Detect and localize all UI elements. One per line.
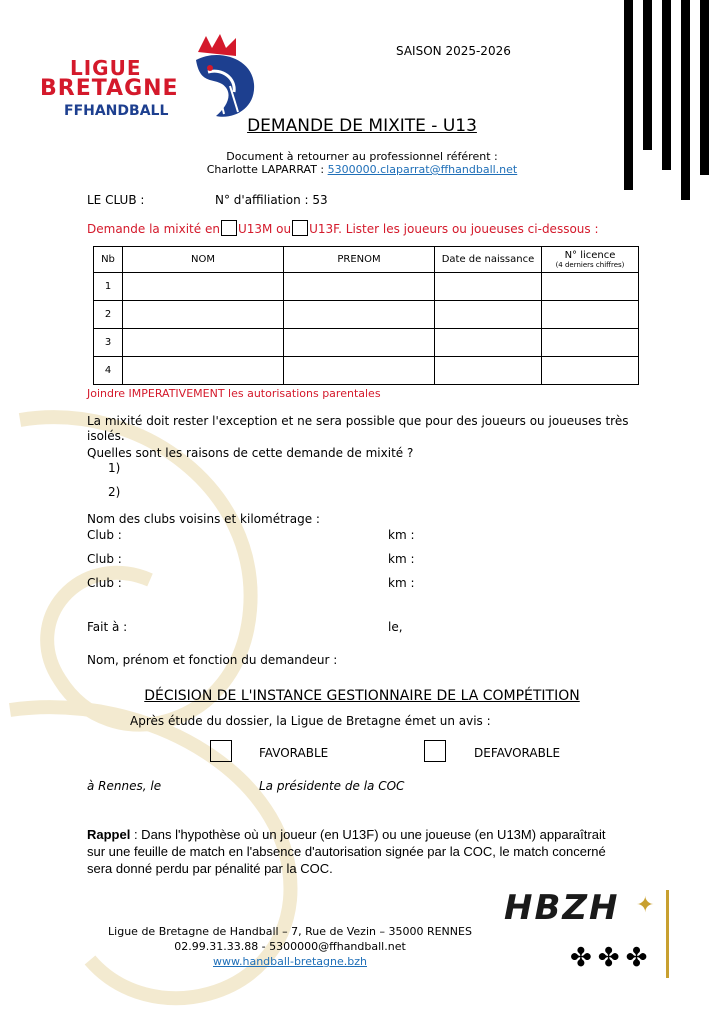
prenom-cell[interactable] [284, 357, 435, 385]
favorable-label: FAVORABLE [259, 746, 329, 760]
row-number: 3 [94, 329, 123, 357]
gold-divider [666, 890, 669, 978]
request-mid: ou [276, 222, 292, 236]
request-opt1: U13M [237, 222, 273, 236]
contact-email-link[interactable]: 5300000.claparrat@ffhandball.net [327, 163, 518, 176]
logo-line2: BRETAGNE [40, 76, 179, 101]
birthdate-cell[interactable] [435, 273, 542, 301]
table-row [94, 329, 639, 357]
club-label-2: Club : [87, 552, 122, 566]
licence-cell[interactable] [542, 357, 639, 385]
row-number: 1 [94, 273, 123, 301]
reason-1: 1) [108, 461, 121, 475]
rappel-label: Rappel [87, 827, 131, 842]
season-label: SAISON 2025-2026 [396, 44, 511, 58]
birthdate-cell[interactable] [435, 357, 542, 385]
rooster-icon [188, 32, 260, 122]
km-label-2: km : [388, 552, 415, 566]
hbzh-text: HBZH [504, 888, 620, 928]
rappel-block [87, 826, 647, 877]
col-licence [542, 247, 639, 273]
nom-cell[interactable] [123, 357, 284, 385]
reason-2: 2) [108, 485, 121, 499]
km-label-3: km : [388, 576, 415, 590]
prenom-cell[interactable] [284, 273, 435, 301]
footer-address: Ligue de Bretagne de Handball – 7, Rue de Vezin – 35000 RENNES [108, 925, 472, 938]
affiliation-label: N° d'affiliation : 53 [215, 193, 328, 207]
birthdate-cell[interactable] [435, 329, 542, 357]
footer-contact: 02.99.31.33.88 - 5300000@ffhandball.net [174, 940, 406, 953]
col-nom: NOM [123, 247, 284, 273]
prenom-cell[interactable] [284, 301, 435, 329]
club-label-1: Club : [87, 528, 122, 542]
president-label: La présidente de la COC [259, 779, 405, 793]
licence-cell[interactable] [542, 273, 639, 301]
decision-intro: Après étude du dossier, la Ligue de Bretagne émet un avis : [130, 714, 491, 728]
intro-line: Document à retourner au professionnel référent : [226, 150, 498, 163]
decision-title: DÉCISION DE L'INSTANCE GESTIONNAIRE DE LA COMPÉTITION [144, 688, 580, 704]
club-label-3: Club : [87, 576, 122, 590]
sparkle-icon: ✦ [636, 892, 655, 917]
row-number: 4 [94, 357, 123, 385]
club-label: LE CLUB : [87, 193, 145, 207]
rappel-line1: : Dans l'hypothèse où un joueur (en U13F) ou une joueuse (en U13M) apparaîtrait [130, 827, 606, 842]
ligue-logo [40, 54, 240, 124]
mixity-question: Quelles sont les raisons de cette demande de mixité ? [87, 446, 414, 460]
prenom-cell[interactable] [284, 329, 435, 357]
request-prefix: Demande la mixité en [87, 222, 220, 236]
rappel-line2: sur une feuille de match en l'absence d'autorisation signée par la COC, le match concerné [87, 844, 606, 859]
mixity-text-1: La mixité doit rester l'exception et ne sera possible que pour des joueurs ou joueuses très [87, 414, 629, 428]
table-header-row [94, 247, 639, 273]
logo-line1: LIGUE [70, 56, 142, 80]
mixity-text-2: isolés. [87, 429, 125, 443]
contact-prefix: Charlotte LAPARRAT : [206, 163, 328, 176]
logo-line3: FFHANDBALL [64, 103, 169, 119]
parental-note: Joindre IMPERATIVEMENT les autorisations parentales [87, 387, 381, 400]
licence-note: (4 derniers chiffres) [555, 261, 625, 269]
date-label: le, [388, 620, 403, 634]
table-row [94, 357, 639, 385]
defavorable-label: DEFAVORABLE [474, 746, 561, 760]
col-birthdate: Date de naissance [435, 247, 542, 273]
nom-cell[interactable] [123, 301, 284, 329]
row-number: 2 [94, 301, 123, 329]
birthdate-cell[interactable] [435, 301, 542, 329]
request-suffix: . Lister les joueurs ou joueuses ci-dessous : [338, 222, 599, 236]
neighbors-title: Nom des clubs voisins et kilométrage : [87, 512, 320, 526]
col-nb: Nb [94, 247, 123, 273]
page-title: DEMANDE DE MIXITE - U13 [247, 116, 477, 136]
u13f-checkbox[interactable] [292, 220, 308, 236]
players-table [93, 246, 639, 385]
licence-cell[interactable] [542, 329, 639, 357]
defavorable-checkbox[interactable] [424, 740, 446, 762]
contact-line [0, 163, 724, 176]
nom-cell[interactable] [123, 329, 284, 357]
nom-cell[interactable] [123, 273, 284, 301]
request-opt2: U13F [309, 222, 339, 236]
footer-website-link[interactable]: www.handball-bretagne.bzh [213, 955, 367, 968]
table-row [94, 301, 639, 329]
col-prenom: PRENOM [284, 247, 435, 273]
mixity-request [87, 220, 599, 236]
hbzh-logo [500, 888, 675, 980]
licence-cell[interactable] [542, 301, 639, 329]
licence-header: N° licence [564, 250, 616, 261]
fait-label: Fait à : [87, 620, 128, 634]
table-row [94, 273, 639, 301]
u13m-checkbox[interactable] [221, 220, 237, 236]
requester-label: Nom, prénom et fonction du demandeur : [87, 653, 338, 667]
favorable-checkbox[interactable] [210, 740, 232, 762]
ermine-icons: ✤✤✤ [570, 942, 654, 972]
place-label: à Rennes, le [87, 779, 162, 793]
km-label-1: km : [388, 528, 415, 542]
rappel-line3: sera donné perdu par pénalité par la COC. [87, 861, 333, 876]
